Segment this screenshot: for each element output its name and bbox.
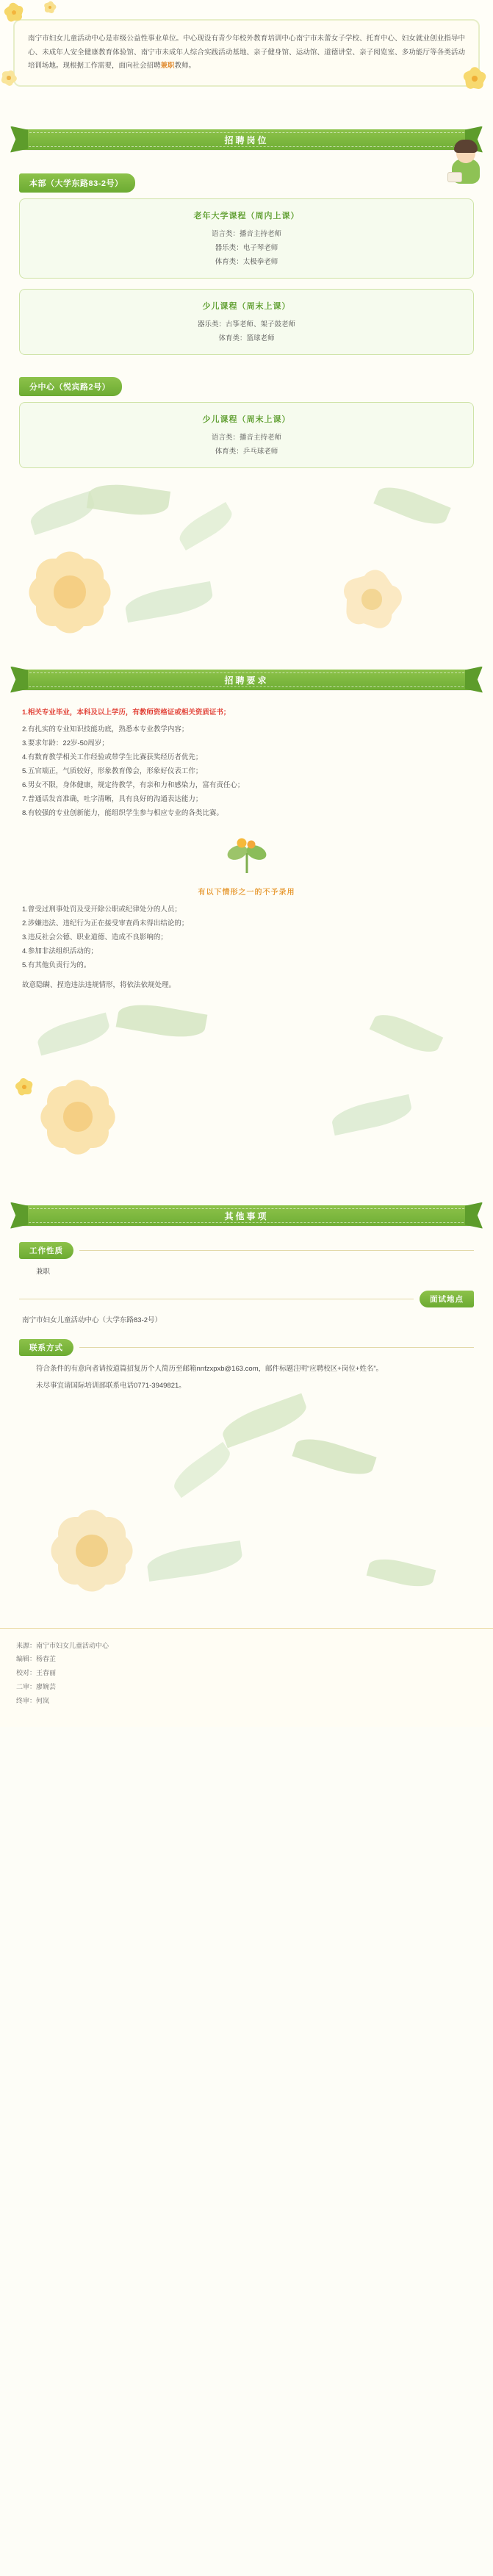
requirement-item: 5.五官端正，气质较好，形象教育像会，形象好仪表工作； bbox=[22, 767, 203, 775]
requirements-banner bbox=[0, 665, 493, 695]
course-title: 老年大学课程（周内上课） bbox=[193, 211, 300, 220]
decor-floral-area-3 bbox=[0, 1393, 493, 1613]
intro-text-c: 教师。 bbox=[174, 62, 196, 71]
flower-icon bbox=[44, 1503, 140, 1599]
others-banner-title: 其他事项 bbox=[224, 1210, 269, 1221]
work-nature-value: 兼职 bbox=[36, 1267, 51, 1276]
negatives-subtitle: 有以下情形之一的不予录用 bbox=[198, 888, 295, 897]
jobs-banner-title: 招聘岗位 bbox=[224, 134, 269, 146]
campus-block bbox=[19, 365, 474, 468]
course-title: 少儿课程（周末上课） bbox=[202, 301, 291, 311]
negative-item: 3.违反社会公德、职业道德、造成不良影响的； bbox=[22, 933, 168, 941]
negative-item: 1.曾受过刑事处罚及受开除公职或纪律处分的人员； bbox=[22, 905, 181, 914]
decor-floral-area-1 bbox=[0, 478, 493, 640]
requirement-head: 1.相关专业毕业，本科及以上学历，有教师资格证或相关资质证书； bbox=[22, 708, 231, 717]
footer bbox=[0, 1628, 493, 1727]
intro-section bbox=[0, 0, 493, 100]
course-line: 器乐类：古筝老师、架子鼓老师 bbox=[197, 320, 295, 329]
requirement-item: 4.有数育教学相关工作经验或带学生比赛获奖经历者优先； bbox=[22, 753, 203, 761]
course-box bbox=[19, 402, 474, 468]
course-title: 少儿课程（周末上课） bbox=[202, 415, 291, 424]
course-line: 器乐类：电子琴老师 bbox=[215, 243, 278, 252]
course-line: 体育类：太极拳老师 bbox=[215, 257, 278, 266]
mascot-girl-illustration bbox=[443, 138, 487, 185]
course-box bbox=[19, 289, 474, 355]
others-section bbox=[0, 1242, 493, 1393]
course-line: 体育类：乒乓球老师 bbox=[215, 447, 278, 456]
interview-value: 南宁市妇女儿童活动中心（大学东路83-2号） bbox=[22, 1316, 162, 1324]
flower-icon bbox=[339, 567, 405, 633]
footer-line: 编辑：杨春芷 bbox=[16, 1655, 57, 1663]
intro-text-a: 南宁市妇女儿童活动中心是市级公益性事业单位。中心现设有青少年校外教育培训中心 bbox=[28, 35, 296, 43]
requirement-item: 6.男女不限，身体健康，规定待教学，有亲和力和感染力，富有责任心； bbox=[22, 781, 245, 789]
intro-text-b: 南宁市未蕾女子学校、托育中心、妇女就业创业指导中心、未成年人安全健康教育体验馆、南宁市未成年人综合实践活动基地、亲子健身馆、运动馆、道德讲堂、亲子阅览室、多功能厅等各类活动培训场地。现根据工作需要，面向社会招聘 bbox=[28, 35, 465, 71]
intro-highlight: 兼职 bbox=[160, 62, 175, 71]
sprout-icon bbox=[22, 836, 471, 878]
course-box bbox=[19, 198, 474, 279]
footer-line: 校对：王春丽 bbox=[16, 1669, 57, 1677]
requirements-closing: 故意隐瞒、捏造违法违规情形，将依法依规处理。 bbox=[22, 980, 176, 989]
flower-icon bbox=[44, 1, 56, 13]
intro-card bbox=[13, 19, 480, 87]
negative-item: 4.参加非法组织活动的； bbox=[22, 947, 98, 955]
work-nature-tag: 工作性质 bbox=[19, 1242, 73, 1259]
requirements-banner-title: 招聘要求 bbox=[224, 675, 269, 686]
footer-line: 来源：南宁市妇女儿童活动中心 bbox=[16, 1641, 109, 1649]
flower-icon bbox=[22, 545, 118, 640]
interview-tag: 面试地点 bbox=[420, 1291, 474, 1307]
contact-row bbox=[19, 1339, 474, 1356]
requirement-item: 2.有扎实的专业知识技能功底，熟悉本专业教学内容； bbox=[22, 725, 189, 733]
contact-line: 未尽事宜请国际培训部联系电话0771-3949821。 bbox=[36, 1381, 186, 1390]
jobs-banner bbox=[0, 125, 493, 154]
course-line: 体育类：篮球老师 bbox=[218, 334, 275, 342]
course-line: 语言类：播音主持老师 bbox=[211, 229, 281, 238]
others-banner bbox=[0, 1201, 493, 1230]
requirements-list bbox=[0, 702, 493, 992]
footer-line: 终审：何岚 bbox=[16, 1697, 50, 1705]
work-nature-row bbox=[19, 1242, 474, 1259]
campus-list bbox=[0, 162, 493, 468]
negative-item: 5.有其他负责行为的。 bbox=[22, 961, 91, 969]
requirement-item: 3.要求年龄：22岁-50周岁； bbox=[22, 739, 109, 747]
decor-floral-area-2 bbox=[0, 992, 493, 1176]
negative-item: 2.涉嫌违法、违纪行为正在接受审查尚未得出结论的； bbox=[22, 919, 189, 928]
campus-tag: 本部（大学东路83-2号） bbox=[19, 173, 135, 193]
interview-row bbox=[19, 1291, 474, 1307]
footer-line: 二审：廖婉芸 bbox=[16, 1683, 57, 1691]
course-line: 语言类：播音主持老师 bbox=[211, 433, 281, 442]
campus-tag: 分中心（悦宾路2号） bbox=[19, 377, 122, 396]
requirement-item: 7.普通话发音准确，吐字清晰，具有良好的沟通表达能力； bbox=[22, 794, 203, 803]
flower-icon bbox=[34, 1073, 122, 1161]
contact-line: 符合条件的有意向者请按道篇招复历个人简历至邮箱nnfzxpxb@163.com，邮件标题注明“应聘校区+岗位+姓名”。 bbox=[36, 1364, 384, 1373]
campus-block bbox=[19, 162, 474, 355]
requirement-item: 8.有较强的专业创新能力，能组织学生参与相应专业的各类比赛。 bbox=[22, 808, 223, 817]
contact-tag: 联系方式 bbox=[19, 1339, 73, 1356]
